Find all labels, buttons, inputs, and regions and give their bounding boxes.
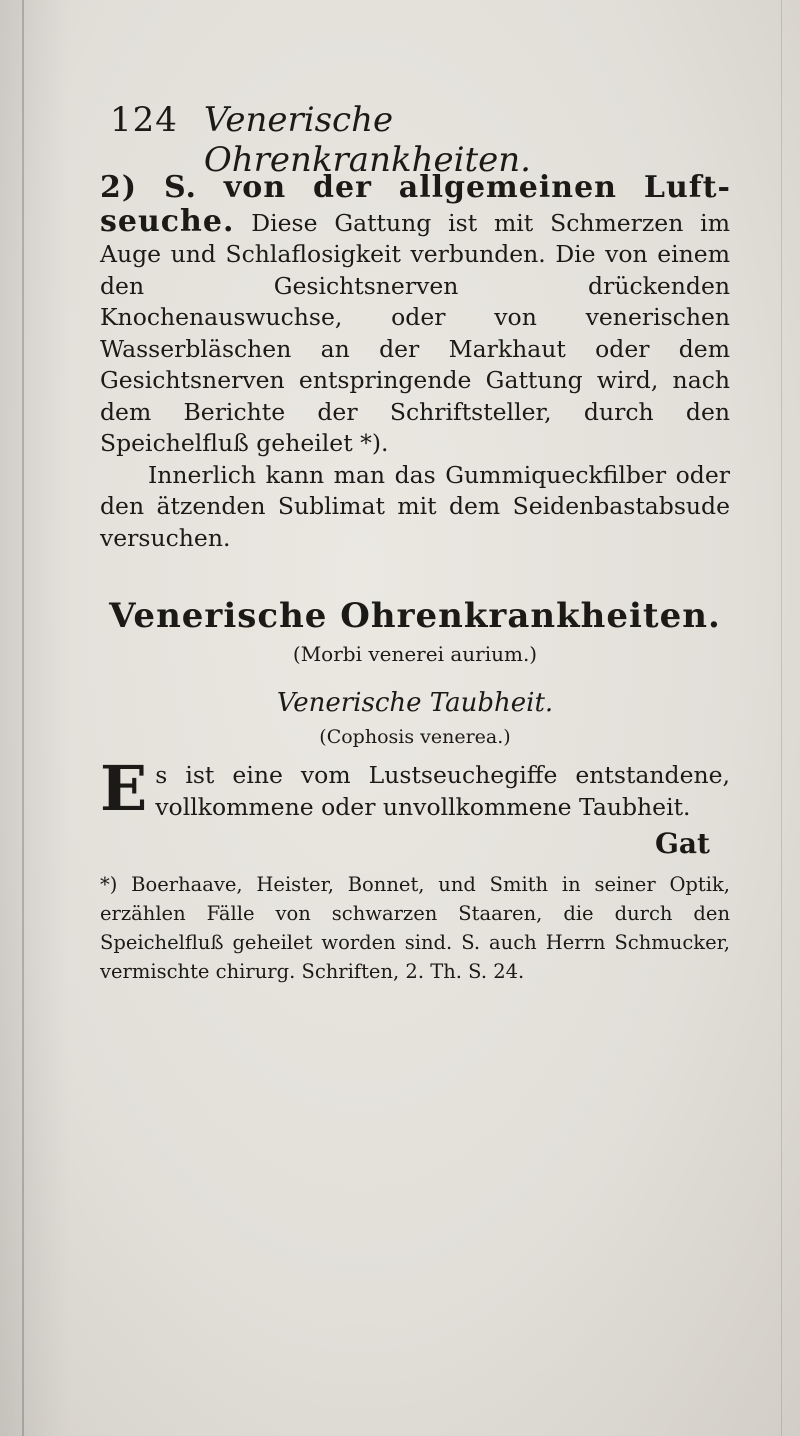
chapter-heading: Venerische Ohrenkrankheiten. bbox=[109, 596, 721, 636]
page-header bbox=[110, 100, 720, 180]
drop-cap-initial: E bbox=[100, 752, 148, 825]
section-label: 2) S. von der allgemeinen Luftseuche. bbox=[100, 170, 730, 239]
section-text: Diese Gattung ist mit Schmerzen im Auge und Schlaflosigkeit verbunden. Die von einem den Gesichtsnerven drückenden Knochenauswuchse, oder von venerischen Wasserbläschen an der Markhaut oder dem Gesichtsnerven entspringende Gattung wird, nach dem Berichte der Schriftsteller, durch den Speichelfluß geheilet *). bbox=[100, 208, 730, 457]
page-number: 124 bbox=[110, 100, 178, 140]
page-fold-shadow bbox=[0, 0, 70, 1436]
section-paragraph bbox=[100, 172, 730, 460]
footnote: *) Boerhaave, Heister, Bonnet, und Smith in seiner Optik, erzählen Fälle von schwarzen Staaren, die durch den Speichelfluß geheilet worden sind. S. auch Herrn Schmucker, vermischte chirurg. Schriften, 2. Th. S. 24. bbox=[100, 873, 730, 983]
page-edge-left bbox=[22, 0, 24, 1436]
catchword: Gat bbox=[655, 827, 710, 860]
page-body bbox=[100, 172, 730, 986]
page-edge-right bbox=[781, 0, 782, 1436]
definition-paragraph bbox=[100, 752, 730, 825]
definition-text: s ist eine vom Lustseuchegiffe entstandene, vollkommene oder unvollkommene Taubheit. bbox=[155, 761, 730, 821]
running-head: Venerische Ohrenkrankheiten. bbox=[203, 100, 531, 180]
subsection-latin-heading: (Cophosis venerea.) bbox=[319, 726, 511, 748]
chapter-latin-heading: (Morbi venerei aurium.) bbox=[292, 642, 538, 666]
subsection-heading: Venerische Taubheit. bbox=[276, 688, 554, 718]
treatment-paragraph: Innerlich kann man das Gummiqueckfilber oder den ätzenden Sublimat mit dem Seidenbastabsude versuchen. bbox=[100, 460, 730, 552]
